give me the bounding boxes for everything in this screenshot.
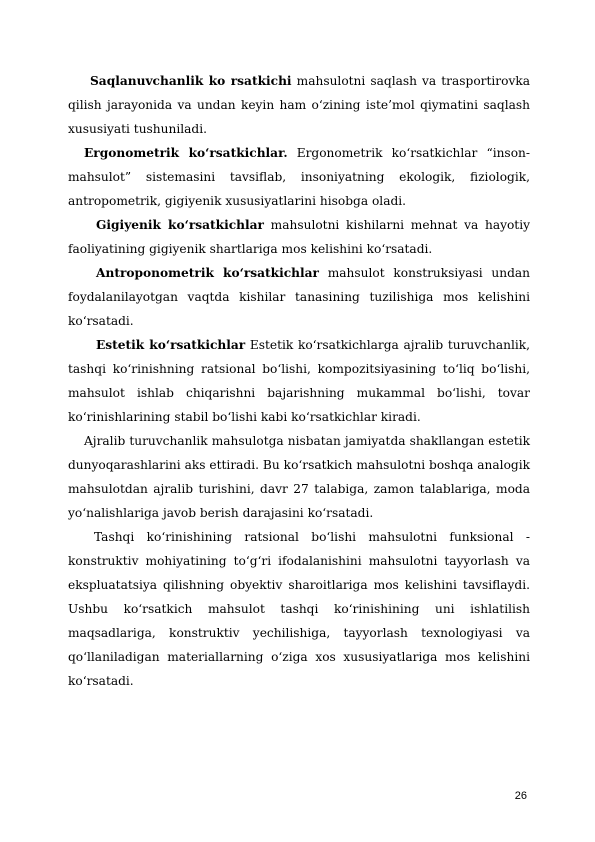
paragraph-text: Ergonometrik ko‘rsatkichlar “inson-mahsulot” sistemasini tavsiflab, insoniyatning ekologik, fiziologik, antropometrik, gigiyenik xususiyatlarini hisobga oladi. xyxy=(68,146,530,208)
paragraph-text: mahsulotni kishilarni mehnat va hayotiy faoliyatining gigiyenik shartlariga mos kelishini ko‘rsatadi. xyxy=(68,218,530,256)
page-number: 26 xyxy=(514,790,527,802)
paragraph-ergonometrik xyxy=(68,141,530,213)
paragraph-text: mahsulotni saqlash va trasportirovka qilish jarayonida va undan keyin ham o‘zining iste’mol qiymatini saqlash xususiyati tushuniladi. xyxy=(68,74,530,136)
paragraph-term: Antroponometrik ko‘rsatkichlar xyxy=(96,266,319,280)
paragraph-term: Saqlanuvchanlik ko rsatkichi xyxy=(90,74,292,88)
paragraph-tashqi xyxy=(68,525,530,693)
paragraph-gigiyenik xyxy=(68,213,530,261)
paragraph-ajralib xyxy=(68,429,530,525)
paragraph-text: Estetik ko‘rsatkichlarga ajralib turuvchanlik, tashqi ko‘rinishning ratsional bo‘lishi, kompozitsiyasining to‘liq bo‘lishi, mahsulot ishlab chiqarishni bajarishning mukammal bo‘lishi, tovar ko‘rinishlarining stabil bo‘lishi kabi ko‘rsatkichlar kiradi. xyxy=(68,338,530,424)
paragraph-saqlanuvchanlik xyxy=(68,69,530,141)
paragraph-term: Estetik ko‘rsatkichlar xyxy=(96,338,246,352)
paragraph-estetik xyxy=(68,333,530,429)
paragraph-text: mahsulot konstruksiyasi undan foydalanilayotgan vaqtda kishilar tanasining tuzilishiga mos kelishini ko‘rsatadi. xyxy=(68,266,530,328)
paragraph-text: Tashqi ko‘rinishining ratsional bo‘lishi mahsulotni funksional - konstruktiv mohiyatining to‘g‘ri ifodalanishini mahsulotni tayyorlash va ekspluatatsiya qilishning obyektiv sharoitlariga mos kelishini tavsiflaydi. Ushbu ko‘rsatkich mahsulot tashqi ko‘rinishining uni ishlatilish maqsadlariga, konstruktiv yechilishiga, tayyorlash texnologiyasi va qo‘llaniladigan materiallarning o‘ziga xos xususiyatlariga mos kelishini ko‘rsatadi. xyxy=(68,530,530,688)
paragraph-text: Ajralib turuvchanlik mahsulotga nisbatan jamiyatda shakllangan estetik dunyoqarashlarini aks ettiradi. Bu ko‘rsatkich mahsulotni boshqa analogik mahsulotdan ajralib turishini, davr 27 talabiga, zamon talablariga, moda yo‘nalishlariga javob berish darajasini ko‘rsatadi. xyxy=(68,434,530,520)
paragraph-term: Ergonometrik ko‘rsatkichlar. xyxy=(84,146,288,160)
paragraph-antroponometrik xyxy=(68,261,530,333)
paragraph-term: Gigiyenik ko‘rsatkichlar xyxy=(96,218,264,232)
body-text xyxy=(68,69,530,693)
